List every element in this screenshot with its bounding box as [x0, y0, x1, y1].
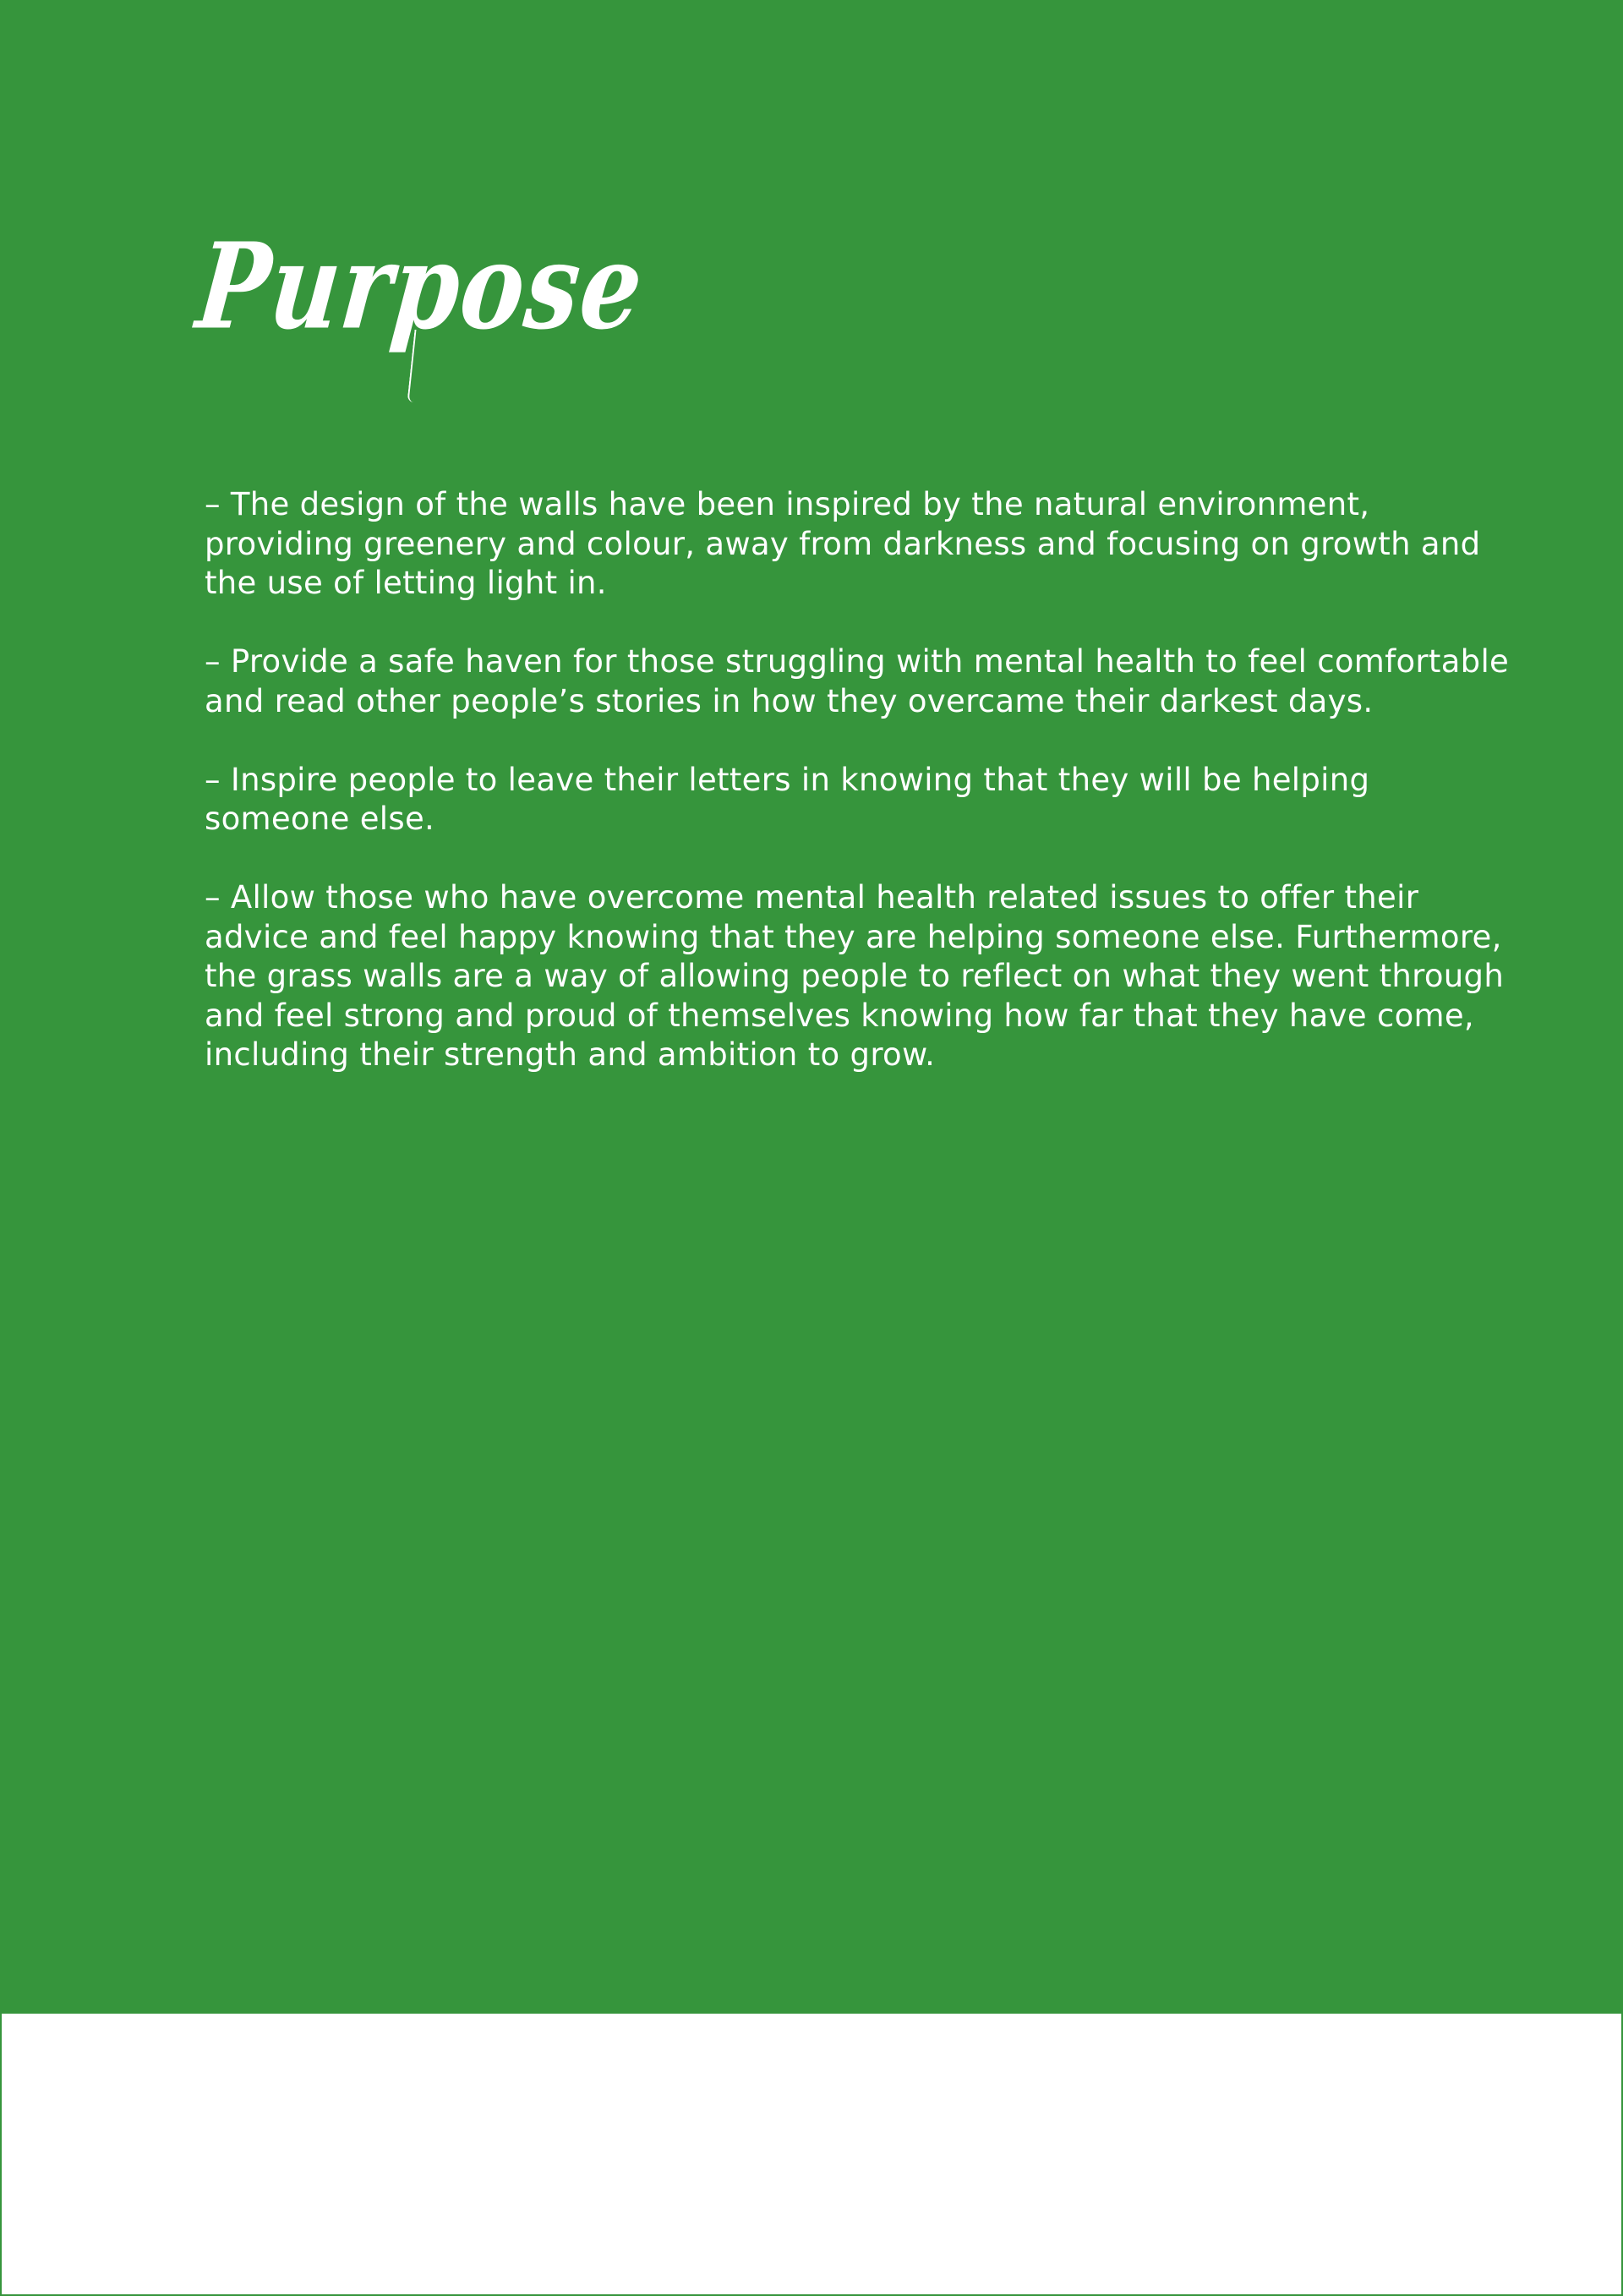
paragraph-line: – Allow those who have overcome mental health related issues to offer their [205, 879, 1419, 916]
purpose-paragraph [205, 761, 1430, 839]
purpose-paragraph [205, 485, 1481, 604]
paragraph-line: – Provide a safe haven for those struggling with mental health to feel comfortable [205, 643, 1510, 680]
paragraph-line: advice and feel happy knowing that they are helping someone else. Furthermore, [205, 918, 1502, 955]
purpose-content [205, 485, 1510, 1114]
paragraph-line: – The design of the walls have been inspired by the natural environment, [205, 486, 1370, 522]
paragraph-line: including their strength and ambition to grow. [205, 1036, 936, 1073]
purpose-paragraph [205, 878, 1505, 1075]
paragraph-line: and feel strong and proud of themselves knowing how far that they have come, [205, 997, 1474, 1034]
green-panel [2, 2, 1623, 2014]
paragraph-line: and read other people’s stories in how they overcame their darkest days. [205, 682, 1374, 719]
paragraph-line: – Inspire people to leave their letters in knowing that they will be helping [205, 761, 1370, 798]
purpose-paragraph [205, 642, 1510, 721]
paragraph-line: providing greenery and colour, away from darkness and focusing on growth and [205, 525, 1481, 562]
paragraph-line: the use of letting light in. [205, 565, 607, 601]
page-title: Purpose [191, 217, 651, 357]
paragraph-line: someone else. [205, 801, 435, 837]
paragraph-line: the grass walls are a way of allowing people to reflect on what they went through [205, 958, 1505, 994]
